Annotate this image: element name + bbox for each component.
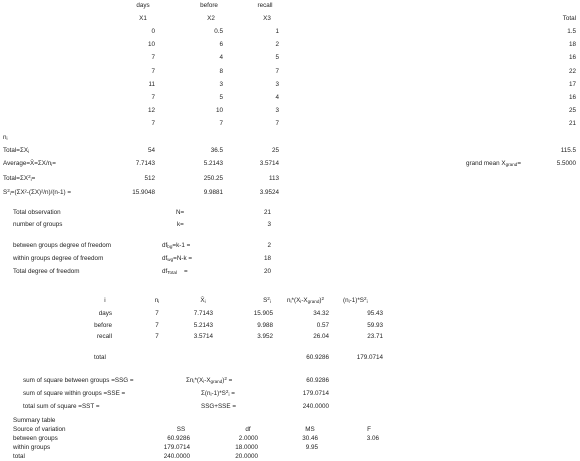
summary-row-f: 3.06	[366, 435, 379, 442]
data-cell-total: 16	[568, 94, 576, 101]
header-x3: X3	[263, 15, 271, 22]
data-cell-total: 25	[568, 107, 576, 115]
sst-value: 240.0000	[302, 403, 329, 410]
data-cell-x2: 3	[219, 80, 223, 88]
grand-mean-value: 5.5000	[556, 160, 576, 167]
df-between-formula: $df_{bg}=k-1$ =	[162, 242, 191, 249]
data-cell-x3: 7	[275, 67, 279, 75]
data-cell-x1: 7	[151, 67, 155, 75]
group-header-n: $n_i$	[154, 297, 160, 304]
data-cell-x2: 7	[219, 120, 223, 128]
data-cell-total: 17	[568, 80, 576, 88]
summary-row-source: total	[13, 453, 25, 460]
data-cell-total: 1.5	[567, 28, 576, 35]
group-header-xbar: $X̄_i$	[200, 297, 206, 304]
group-total-ssg: 60.9286	[306, 354, 329, 361]
sumsq-label: $Total=\Sigma X^2_i=$	[3, 174, 36, 182]
data-cell-x3: 7	[275, 120, 279, 128]
group-row-n: 7	[155, 310, 159, 317]
total-observation-label: Total observation	[13, 209, 61, 216]
data-cell-x1: 12	[147, 107, 155, 115]
df-total-label: Total degree of freedom	[13, 268, 80, 275]
group-total-ssw: 179.0714	[356, 354, 383, 361]
group-row-ssg: 26.04	[313, 333, 329, 340]
data-cell-x1: 7	[151, 120, 155, 128]
group-row-s2: 9.988	[257, 321, 273, 329]
average-label: $Average=X̄=\Sigma X/n_i=$	[3, 160, 56, 167]
variance-x2: 9.9881	[203, 189, 223, 196]
header-before: before	[200, 2, 218, 9]
total-x2: 36.5	[210, 147, 223, 154]
data-cell-x2: 4	[219, 54, 223, 62]
summary-row-ms: 9.95	[305, 444, 318, 451]
df-total-value: 20	[263, 268, 271, 275]
group-row-ssg: 34.32	[313, 310, 329, 317]
data-cell-x3: 1	[275, 28, 279, 35]
total-total: 115.5	[560, 147, 576, 154]
group-row-name: recall	[96, 333, 112, 340]
summary-header-f: F	[367, 426, 371, 433]
df-within-formula: $df_{wg}=N-k$ =	[162, 255, 193, 262]
group-row-s2: 15.905	[253, 310, 273, 317]
summary-row-source: between groups	[13, 435, 58, 442]
group-header-s2: $S^2_i$	[263, 296, 271, 304]
sumsq-x3: 113	[268, 175, 279, 182]
summary-header-ms: MS	[305, 426, 315, 433]
data-cell-x2: 6	[219, 41, 223, 49]
header-recall: recall	[257, 2, 273, 9]
num-groups-symbol: k=	[177, 221, 184, 228]
data-cell-x2: 0.5	[214, 28, 223, 35]
summary-header-source: Source of variation	[13, 426, 66, 433]
header-total: Total	[562, 15, 576, 22]
header-x1: X1	[139, 15, 147, 22]
data-cell-total: 22	[568, 67, 576, 75]
sumsq-x2: 250.25	[203, 175, 223, 182]
group-header-i: i	[104, 297, 106, 304]
summary-row-ms: 30.46	[302, 435, 318, 442]
group-row-name: days	[98, 310, 112, 317]
num-groups-label: number of groups	[13, 221, 63, 228]
data-cell-x3: 4	[275, 94, 279, 101]
summary-row-df: 2.0000	[238, 435, 258, 442]
n-label: $n_i$	[3, 134, 8, 141]
group-row-xbar: 3.5714	[193, 333, 213, 340]
summary-row-source: within groups	[13, 444, 51, 451]
header-days: days	[136, 2, 150, 9]
ssg-value: 60.9286	[306, 377, 329, 384]
summary-row-df: 18.0000	[235, 444, 258, 451]
group-row-ssw: 23.71	[367, 333, 383, 340]
average-x3: 3.5714	[259, 160, 279, 167]
sse-value: 179.0714	[302, 390, 329, 397]
data-cell-x2: 10	[215, 107, 223, 115]
group-row-name: before	[94, 321, 112, 329]
summary-row-df: 20.0000	[235, 453, 258, 460]
data-cell-x1: 10	[147, 41, 155, 49]
sst-label: total sum of square =SST =	[23, 403, 100, 410]
summary-row-ss: 179.0714	[163, 444, 190, 451]
data-cell-x2: 5	[219, 94, 223, 101]
ssg-label: sum of square between groups =SSG =	[23, 377, 134, 384]
sse-label: sum of square within groups =SSE =	[23, 390, 126, 397]
df-within-label: within groups degree of freedom	[13, 255, 104, 262]
df-between-value: 2	[267, 242, 271, 249]
total-label: $Total=\Sigma X_i$	[3, 147, 30, 154]
data-cell-total: 21	[568, 120, 576, 128]
group-row-n: 7	[155, 321, 159, 329]
group-row-xbar: 5.2143	[193, 321, 213, 329]
group-row-xbar: 7.7143	[193, 310, 213, 317]
data-cell-x1: 7	[151, 54, 155, 62]
summary-title: Summary table	[13, 417, 56, 424]
num-groups-value: 3	[267, 221, 271, 228]
group-row-ssw: 59.93	[367, 321, 383, 329]
data-cell-total: 18	[568, 41, 576, 49]
sumsq-x1: 512	[144, 175, 155, 182]
summary-header-ss: SS	[176, 426, 186, 433]
group-header-ssw: $(n_i-1)*S^2_i$	[343, 296, 368, 304]
variance-label: $S^2_i=(\Sigma X^2-(\Sigma X)^2/n)/(n-1)$ =	[3, 188, 72, 196]
group-row-n: 7	[155, 333, 159, 340]
summary-row-ss: 240.0000	[163, 453, 190, 460]
group-row-s2: 3.952	[257, 333, 273, 340]
average-x1: 7.7143	[135, 160, 155, 167]
sst-formula: SSG+SSE =	[201, 403, 237, 410]
df-total-formula: $df_{Total}$ =	[162, 268, 188, 275]
data-cell-x1: 0	[151, 28, 155, 35]
data-cell-x2: 8	[219, 67, 223, 75]
total-x1: 54	[147, 147, 155, 154]
sse-formula: $\Sigma(n_i-1)*S^2_i$ =	[201, 389, 235, 397]
df-between-label: between groups degree of freedom	[13, 242, 112, 249]
group-header-ssg: $n_i*(X_i-X_{grand})^2$	[287, 296, 325, 304]
total-x3: 25	[271, 147, 279, 154]
data-cell-x1: 11	[148, 80, 155, 88]
header-x2: X2	[207, 15, 215, 22]
data-cell-x1: 7	[151, 94, 155, 101]
ssg-formula: $\Sigma n_i*(X_i-X_{grand})^2$ =	[186, 376, 233, 384]
data-cell-x3: 3	[275, 107, 279, 115]
variance-x1: 15.9048	[132, 189, 155, 196]
group-row-ssw: 95.43	[367, 310, 383, 317]
total-observation-value: 21	[263, 209, 271, 216]
group-total-label: total	[94, 354, 106, 361]
grand-mean-label: grand mean $X_{grand}=$	[466, 160, 521, 167]
summary-header-df: df	[245, 426, 251, 433]
data-cell-x3: 5	[275, 54, 279, 62]
group-row-ssg: 0.57	[316, 321, 329, 329]
data-cell-total: 16	[568, 54, 576, 62]
data-cell-x3: 2	[275, 41, 279, 49]
average-x2: 5.2143	[203, 160, 223, 167]
df-within-value: 18	[263, 255, 271, 262]
summary-row-ss: 60.9286	[167, 435, 190, 442]
total-observation-symbol: N=	[176, 209, 185, 216]
data-cell-x3: 3	[275, 80, 279, 88]
variance-x3: 3.9524	[259, 189, 279, 196]
